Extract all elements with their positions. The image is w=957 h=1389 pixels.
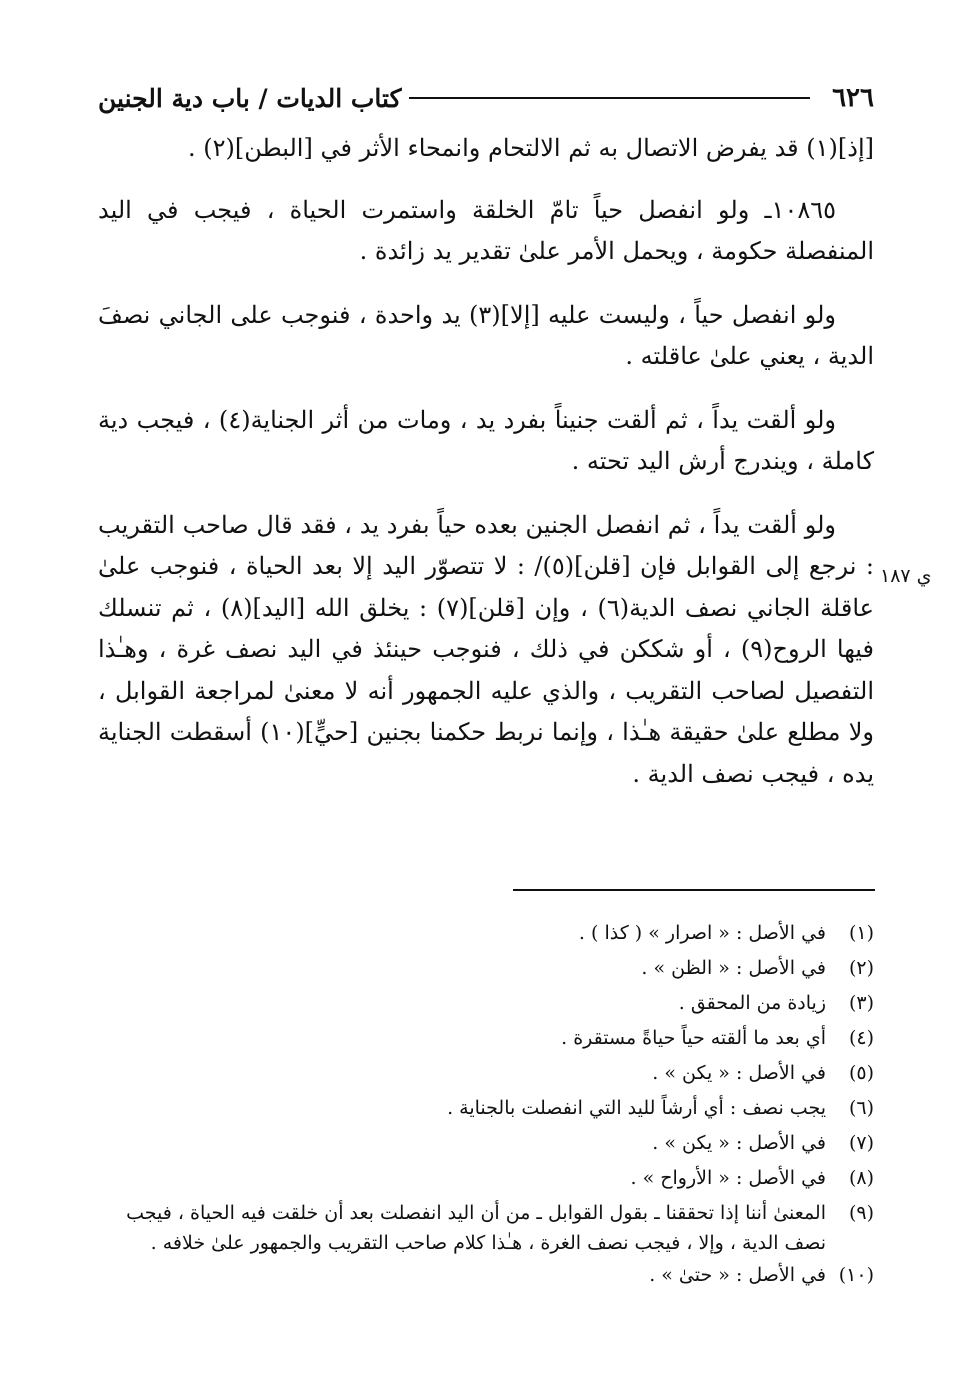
footnote-text: في الأصل : « يكن » .	[652, 1132, 826, 1154]
running-title: كتاب الديات / باب دية الجنين	[98, 83, 402, 113]
footnotes	[98, 916, 874, 1293]
footnote	[98, 1056, 874, 1091]
footnote-number: (١٠)	[838, 1264, 874, 1286]
footnote	[98, 986, 874, 1021]
footnote	[98, 951, 874, 986]
page-number: ٦٢٦	[832, 83, 874, 113]
footnote	[98, 1161, 874, 1196]
footnote-text: في الأصل : « اصرار » ( كذا ) .	[578, 922, 826, 944]
footnote	[98, 1091, 874, 1126]
footnote-separator	[513, 889, 875, 891]
footnote-number: (٩)	[848, 1202, 874, 1224]
footnote	[98, 1021, 874, 1056]
footnote-number: (٣)	[848, 992, 874, 1014]
manuscript-folio-note: ي ١٨٧	[880, 565, 932, 587]
footnote	[98, 1258, 874, 1293]
paragraph-continuation: [إذ](١) قد يفرض الاتصال به ثم الالتحام وانمحاء الأثر في [البطن](٢) .	[188, 134, 874, 162]
footnote-number: (١)	[848, 922, 874, 944]
footnote-text: في الأصل : « حتىٰ » .	[649, 1264, 826, 1286]
footnote	[98, 1126, 874, 1161]
paragraph-10865: ١٠٨٦٥ـ ولو انفصل حياً تامّ الخلقة واستمرت الحياة ، فيجب في اليد المنفصلة حكومة ، ويحمل الأمر علىٰ تقدير يد زائدة .	[98, 195, 874, 265]
body-text	[98, 128, 874, 817]
footnote-number: (٦)	[848, 1097, 874, 1119]
footnote-text: زيادة من المحقق .	[678, 992, 826, 1014]
footnote-text: المعنىٰ أننا إذا تحققنا ـ بقول القوابل ـ من أن اليد انفصلت بعد أن خلقت فيه الحياة ، فيجب نصف الدية ، وإلا ، فيجب نصف الغرة ، هـٰذا كلام صاحب التقريب والجمهور علىٰ خلافه .	[126, 1202, 826, 1254]
footnote-text: في الأصل : « يكن » .	[652, 1062, 826, 1084]
header-rule	[409, 97, 810, 99]
footnote-text: في الأصل : « الظن » .	[641, 957, 826, 979]
paragraph-one-hand: ولو انفصل حياً ، وليست عليه [إلا](٣) يد واحدة ، فنوجب على الجاني نصفَ الدية ، يعني علىٰ عاقلته .	[98, 300, 874, 370]
footnote	[98, 916, 874, 951]
footnote-number: (٤)	[848, 1027, 874, 1049]
footnote-number: (٢)	[848, 957, 874, 979]
footnote	[98, 1196, 874, 1258]
footnote-number: (٨)	[848, 1167, 874, 1189]
footnote-number: (٧)	[848, 1132, 874, 1154]
page-header	[98, 78, 874, 118]
paragraph-dropped-hand-lived: ولو ألقت يداً ، ثم انفصل الجنين بعده حياً بفرد يد ، فقد قال صاحب التقريب : نرجع إلى القوابل فإن [قلن](٥)/ : لا تتصوّر اليد إلا بعد الحياة ، فنوجب علىٰ عاقلة الجاني نصف الدية(٦) ، وإن [قلن](٧) : يخلق الله [اليد](٨) ، ثم تنسلك فيها الروح(٩) ، أو شككن في ذلك ، فنوجب حينئذ في اليد نصف غرة ، وهـٰذا التفصيل لصاحب التقريب ، والذي عليه الجمهور أنه لا معنىٰ لمراجعة القوابل ، ولا مطلع علىٰ حقيقة هـٰذا ، وإنما نربط حكمنا بجنين [حيٍّ](١٠) أسقطت الجناية يده ، فيجب نصف الدية .	[98, 510, 874, 788]
footnote-text: في الأصل : « الأرواح » .	[630, 1167, 826, 1189]
paragraph-dropped-hand-died: ولو ألقت يداً ، ثم ألقت جنيناً بفرد يد ، ومات من أثر الجناية(٤) ، فيجب دية كاملة ، ويندرج أرش اليد تحته .	[98, 405, 874, 475]
footnote-number: (٥)	[848, 1062, 874, 1084]
footnote-text: يجب نصف : أي أرشاً لليد التي انفصلت بالجناية .	[447, 1097, 826, 1119]
footnote-text: أي بعد ما ألقته حياً حياةً مستقرة .	[561, 1027, 826, 1049]
